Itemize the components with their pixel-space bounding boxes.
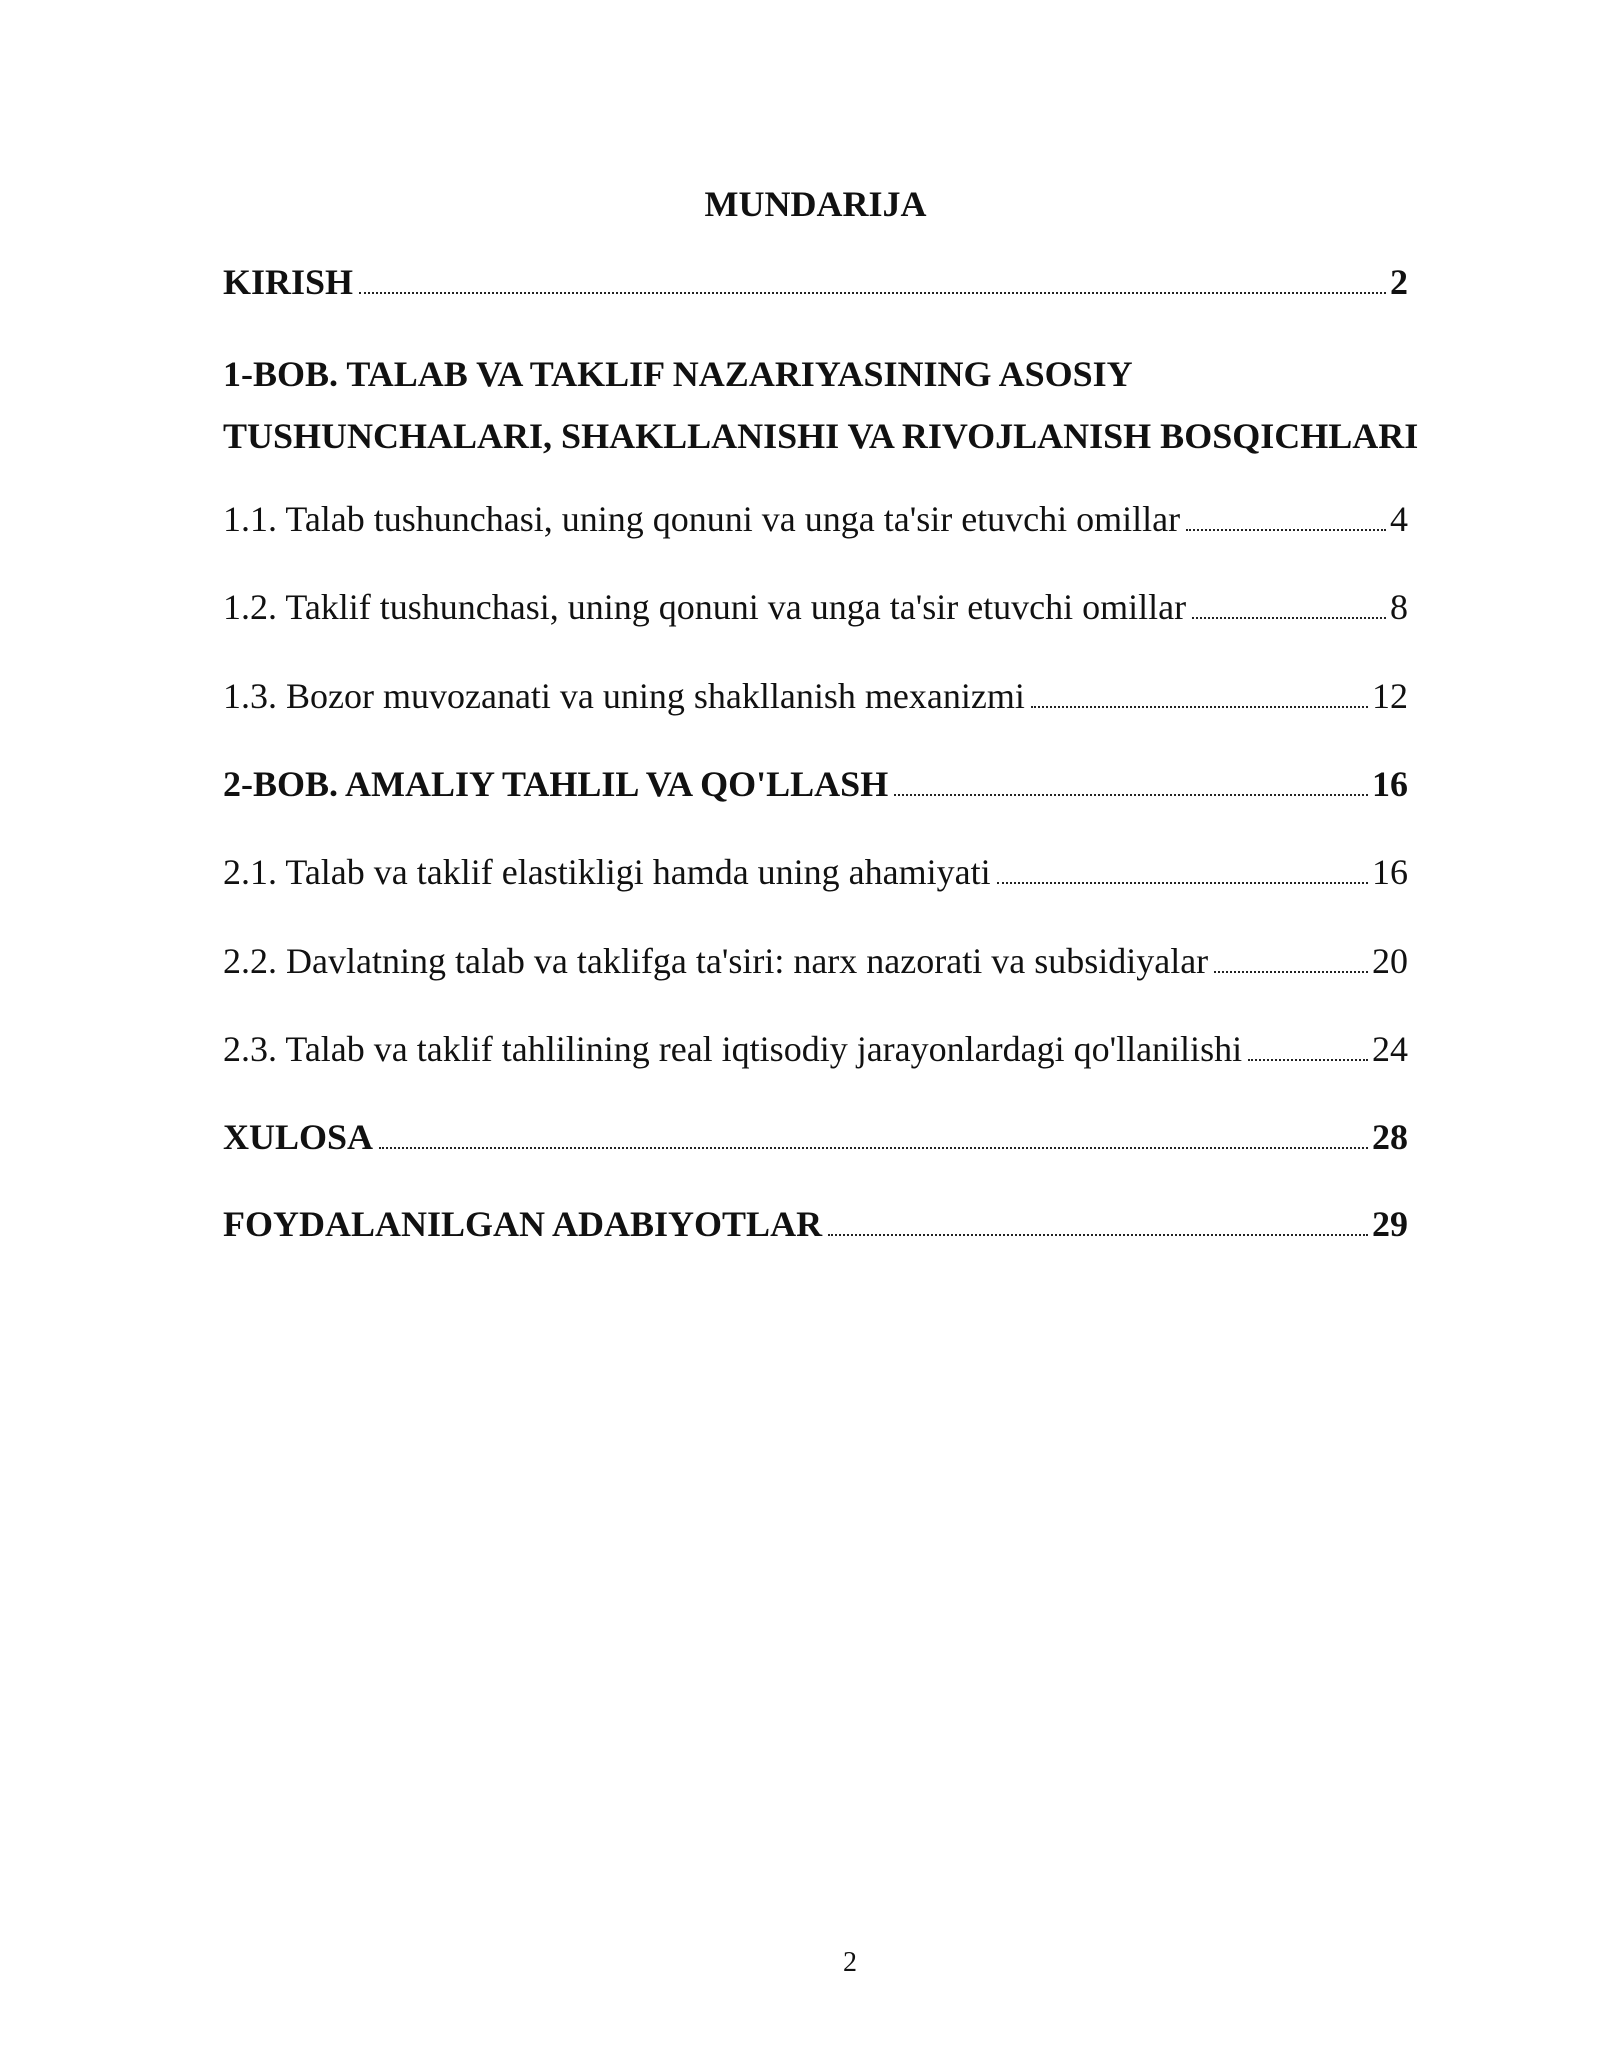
toc-entry-label: XULOSA xyxy=(223,1117,374,1157)
dot-leader xyxy=(359,292,1386,294)
toc-entry-page: 28 xyxy=(1372,1117,1408,1157)
toc-entry-label: 1.3. Bozor muvozanati va uning shakllanish mexanizmi xyxy=(223,676,1025,716)
toc-entry-section-2-2[interactable] xyxy=(223,940,1408,983)
toc-entry-chapter-2[interactable] xyxy=(223,763,1408,806)
page-number-footer: 2 xyxy=(843,1947,857,1978)
toc-entry-section-1-2[interactable] xyxy=(223,586,1408,629)
toc-entry-label: 2-BOB. AMALIY TAHLIL VA QO'LLASH xyxy=(223,764,889,804)
toc-entry-label: 1.2. Taklif tushunchasi, uning qonuni va unga ta'sir etuvchi omillar xyxy=(223,587,1187,627)
toc-entry-label: 2.2. Davlatning talab va taklifga ta'siri: narx nazorati va subsidiyalar xyxy=(223,941,1209,981)
toc-entry-references[interactable] xyxy=(223,1203,1408,1246)
toc-entry-label: 2.3. Talab va taklif tahlilining real iqtisodiy jarayonlardagi qo'llanilishi xyxy=(223,1029,1243,1069)
toc-entry-conclusion[interactable] xyxy=(223,1116,1408,1159)
toc-entry-page: 2 xyxy=(1390,262,1408,302)
chapter-heading-line: 1-BOB. TALAB VA TAKLIF NAZARIYASINING ASOSIY xyxy=(223,354,1133,394)
dot-leader xyxy=(1192,617,1386,619)
toc-entry-page: 4 xyxy=(1390,499,1408,539)
toc-entry-section-2-1[interactable] xyxy=(223,851,1408,894)
dot-leader xyxy=(1248,1059,1368,1061)
toc-chapter-1-heading[interactable] xyxy=(223,343,1453,467)
toc-entry-section-1-1[interactable] xyxy=(223,498,1408,541)
toc-entry-section-2-3[interactable] xyxy=(223,1028,1408,1071)
toc-entry-label: KIRISH xyxy=(223,262,354,302)
toc-entry-intro[interactable] xyxy=(223,261,1408,304)
toc-entry-page: 24 xyxy=(1372,1029,1408,1069)
dot-leader xyxy=(828,1234,1368,1236)
dot-leader xyxy=(894,794,1368,796)
toc-entry-page: 16 xyxy=(1372,852,1408,892)
toc-entry-section-1-3[interactable] xyxy=(223,675,1408,718)
toc-entry-page: 16 xyxy=(1372,764,1408,804)
toc-entry-label: 2.1. Talab va taklif elastikligi hamda uning ahamiyati xyxy=(223,852,991,892)
toc-entry-label: 1.1. Talab tushunchasi, uning qonuni va unga ta'sir etuvchi omillar xyxy=(223,499,1181,539)
toc-entry-label: FOYDALANILGAN ADABIYOTLAR xyxy=(223,1204,823,1244)
dot-leader xyxy=(1214,971,1368,973)
toc-entry-page: 12 xyxy=(1372,676,1408,716)
dot-leader xyxy=(379,1147,1368,1149)
dot-leader xyxy=(1031,706,1368,708)
chapter-heading-line: TUSHUNCHALARI, SHAKLLANISHI VA RIVOJLANISH BOSQICHLARI xyxy=(223,416,1419,456)
dot-leader xyxy=(1186,529,1386,531)
toc-entry-page: 8 xyxy=(1390,587,1408,627)
toc-title: MUNDARIJA xyxy=(704,184,927,224)
toc-entry-page: 29 xyxy=(1372,1204,1408,1244)
toc-entry-page: 20 xyxy=(1372,941,1408,981)
dot-leader xyxy=(997,882,1368,884)
